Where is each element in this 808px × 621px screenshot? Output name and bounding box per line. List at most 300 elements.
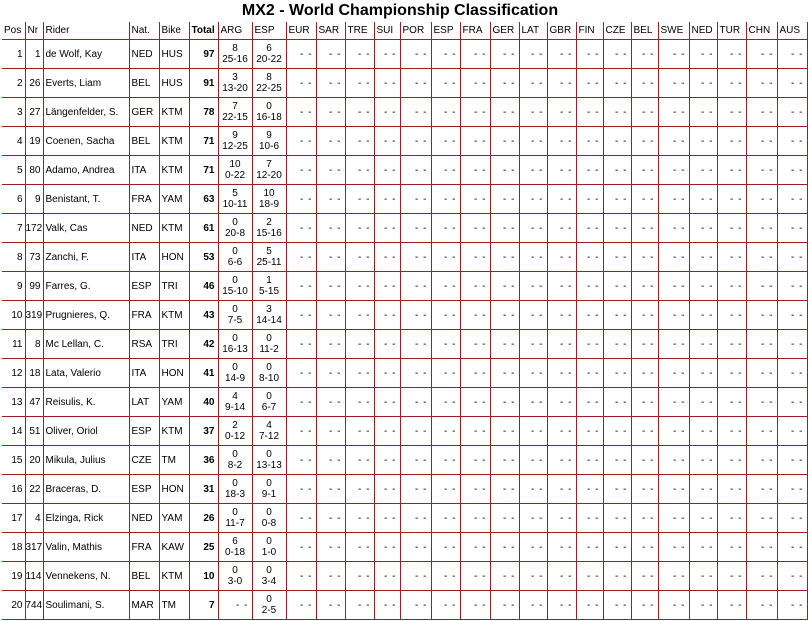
cell-round-empty: - - xyxy=(374,69,400,98)
cell-round-empty: - - xyxy=(316,185,345,214)
cell-round-empty: - - xyxy=(345,562,374,591)
cell-round-empty: - - xyxy=(631,359,658,388)
cell-round-empty: - - xyxy=(631,533,658,562)
cell-round-empty: - - xyxy=(519,185,547,214)
heat-results: 18-3 xyxy=(224,489,245,500)
cell-round-empty: - - xyxy=(717,359,746,388)
cell-pos: 7 xyxy=(2,214,25,243)
cell-round-empty: - - xyxy=(345,504,374,533)
cell-round-empty: - - xyxy=(519,98,547,127)
heat-results: 0-8 xyxy=(261,518,277,529)
cell-bike: KTM xyxy=(159,214,189,243)
cell-total: 10 xyxy=(189,562,218,591)
cell-round-empty: - - xyxy=(345,533,374,562)
cell-bike: KTM xyxy=(159,301,189,330)
cell-round-empty: - - xyxy=(400,214,431,243)
cell-round-empty: - - xyxy=(400,359,431,388)
cell-round-empty: - - xyxy=(345,301,374,330)
cell-round-empty: - - xyxy=(519,475,547,504)
cell-round-empty: - - xyxy=(746,475,777,504)
round-points: 0 xyxy=(266,565,272,576)
cell-round-result xyxy=(218,388,252,417)
cell-round-empty: - - xyxy=(316,272,345,301)
cell-round-result xyxy=(252,214,286,243)
cell-bike: HON xyxy=(159,359,189,388)
cell-round-empty: - - xyxy=(717,69,746,98)
cell-bike: YAM xyxy=(159,185,189,214)
cell-round-empty: - - xyxy=(746,98,777,127)
cell-round-empty: - - xyxy=(519,40,547,69)
cell-round-empty: - - xyxy=(576,591,603,620)
heat-results: 3-4 xyxy=(261,576,277,587)
cell-round-empty: - - xyxy=(345,40,374,69)
round-points: 7 xyxy=(232,101,238,112)
cell-round-empty: - - xyxy=(490,127,519,156)
cell-total: 25 xyxy=(189,533,218,562)
cell-nr: 26 xyxy=(25,69,43,98)
cell-pos: 17 xyxy=(2,504,25,533)
cell-round-empty: - - xyxy=(490,388,519,417)
cell-round-empty: - - xyxy=(286,69,316,98)
header-round: NED xyxy=(689,22,717,40)
round-points: 0 xyxy=(232,304,238,315)
heat-results: 8-10 xyxy=(258,373,279,384)
cell-round-empty: - - xyxy=(374,417,400,446)
cell-round-empty: - - xyxy=(400,417,431,446)
cell-round-result xyxy=(252,562,286,591)
cell-total: 36 xyxy=(189,446,218,475)
table-row xyxy=(2,156,807,185)
cell-round-empty: - - xyxy=(547,475,576,504)
header-round: GER xyxy=(490,22,519,40)
table-row xyxy=(2,301,807,330)
cell-round-empty: - - xyxy=(777,243,807,272)
cell-round-result xyxy=(252,98,286,127)
cell-nat: GER xyxy=(129,98,159,127)
cell-round-empty: - - xyxy=(374,272,400,301)
cell-round-empty: - - xyxy=(689,127,717,156)
cell-round-result xyxy=(218,243,252,272)
cell-round-empty: - - xyxy=(431,504,460,533)
cell-round-empty: - - xyxy=(603,98,631,127)
header-round: ESP xyxy=(252,22,286,40)
cell-round-result xyxy=(252,40,286,69)
header-round: GBR xyxy=(547,22,576,40)
cell-round-empty: - - xyxy=(316,533,345,562)
cell-round-result xyxy=(218,156,252,185)
cell-pos: 13 xyxy=(2,388,25,417)
cell-round-empty: - - xyxy=(547,591,576,620)
cell-rider: Adamo, Andrea xyxy=(43,156,129,185)
cell-nr: 8 xyxy=(25,330,43,359)
cell-bike: HUS xyxy=(159,40,189,69)
cell-round-empty: - - xyxy=(316,127,345,156)
cell-round-empty: - - xyxy=(603,156,631,185)
cell-rider: Valk, Cas xyxy=(43,214,129,243)
round-points: 0 xyxy=(232,507,238,518)
cell-round-empty: - - xyxy=(431,417,460,446)
cell-round-empty: - - xyxy=(400,562,431,591)
cell-round-empty: - - xyxy=(374,127,400,156)
cell-total: 37 xyxy=(189,417,218,446)
round-points: 0 xyxy=(232,246,238,257)
cell-round-empty: - - xyxy=(631,156,658,185)
round-points: 4 xyxy=(232,391,238,402)
cell-round-empty: - - xyxy=(460,475,490,504)
cell-round-empty: - - xyxy=(689,185,717,214)
cell-round-result xyxy=(218,562,252,591)
cell-round-result xyxy=(218,446,252,475)
header-round: AUS xyxy=(777,22,807,40)
heat-results: 12-25 xyxy=(222,141,248,152)
cell-round-empty: - - xyxy=(689,591,717,620)
cell-round-empty: - - xyxy=(576,388,603,417)
cell-round-empty: - - xyxy=(345,475,374,504)
cell-round-empty: - - xyxy=(631,562,658,591)
heat-results: 1-0 xyxy=(261,547,277,558)
cell-round-empty: - - xyxy=(345,417,374,446)
cell-total: 40 xyxy=(189,388,218,417)
cell-nat: NED xyxy=(129,214,159,243)
cell-round-empty: - - xyxy=(777,127,807,156)
cell-round-empty: - - xyxy=(717,98,746,127)
cell-round-empty: - - xyxy=(658,359,689,388)
cell-round-result xyxy=(252,243,286,272)
cell-round-empty: - - xyxy=(631,591,658,620)
cell-round-empty: - - xyxy=(547,40,576,69)
cell-pos: 8 xyxy=(2,243,25,272)
table-row xyxy=(2,185,807,214)
cell-round-empty: - - xyxy=(631,388,658,417)
cell-round-empty: - - xyxy=(603,330,631,359)
cell-round-empty: - - xyxy=(547,127,576,156)
cell-round-empty: - - xyxy=(777,446,807,475)
header-nat: Nat. xyxy=(129,22,159,40)
page-title: MX2 - World Championship Classification xyxy=(241,2,559,19)
cell-bike: HON xyxy=(159,475,189,504)
heat-results: 5-15 xyxy=(258,286,279,297)
cell-total: 61 xyxy=(189,214,218,243)
cell-round-empty: - - xyxy=(519,417,547,446)
cell-round-empty: - - xyxy=(689,330,717,359)
round-points: 3 xyxy=(266,304,272,315)
cell-round-result xyxy=(218,272,252,301)
cell-nat: FRA xyxy=(129,185,159,214)
cell-round-empty: - - xyxy=(631,69,658,98)
header-round: EUR xyxy=(286,22,316,40)
cell-round-empty: - - xyxy=(400,475,431,504)
cell-round-empty: - - xyxy=(519,69,547,98)
cell-rider: Coenen, Sacha xyxy=(43,127,129,156)
cell-round-empty: - - xyxy=(400,185,431,214)
header-round: FRA xyxy=(460,22,490,40)
cell-bike: YAM xyxy=(159,388,189,417)
cell-round-empty: - - xyxy=(576,446,603,475)
cell-round-empty: - - xyxy=(777,388,807,417)
cell-round-empty: - - xyxy=(631,40,658,69)
cell-round-empty: - - xyxy=(345,156,374,185)
header-round: SWE xyxy=(658,22,689,40)
cell-round-empty: - - xyxy=(717,330,746,359)
cell-round-empty: - - xyxy=(490,243,519,272)
cell-round-empty: - - xyxy=(490,446,519,475)
table-row xyxy=(2,359,807,388)
cell-round-empty: - - xyxy=(374,185,400,214)
cell-pos: 20 xyxy=(2,591,25,620)
cell-round-empty: - - xyxy=(689,388,717,417)
cell-round-empty: - - xyxy=(490,69,519,98)
heat-results: 15-10 xyxy=(222,286,248,297)
round-points: 0 xyxy=(266,449,272,460)
cell-round-empty: - - xyxy=(631,475,658,504)
cell-round-empty: - - xyxy=(746,359,777,388)
heat-results: 0-12 xyxy=(224,431,245,442)
cell-round-empty: - - xyxy=(374,504,400,533)
table-row xyxy=(2,127,807,156)
cell-round-empty: - - xyxy=(603,446,631,475)
cell-round-empty: - - xyxy=(490,591,519,620)
cell-round-empty: - - xyxy=(746,562,777,591)
cell-round-empty: - - xyxy=(717,156,746,185)
round-points: 5 xyxy=(232,188,238,199)
cell-round-empty: - - xyxy=(603,591,631,620)
cell-round-empty: - - xyxy=(400,330,431,359)
cell-round-empty: - - xyxy=(460,591,490,620)
cell-round-empty: - - xyxy=(286,301,316,330)
cell-total: 53 xyxy=(189,243,218,272)
cell-bike: KTM xyxy=(159,562,189,591)
cell-round-empty: - - xyxy=(603,359,631,388)
heat-results: 13-20 xyxy=(222,83,248,94)
cell-round-empty: - - xyxy=(547,504,576,533)
cell-round-empty: - - xyxy=(717,504,746,533)
cell-total: 63 xyxy=(189,185,218,214)
cell-nr: 319 xyxy=(25,301,43,330)
header-round: FIN xyxy=(576,22,603,40)
cell-round-empty: - - xyxy=(286,214,316,243)
cell-round-empty: - - xyxy=(717,388,746,417)
cell-round-empty: - - xyxy=(547,98,576,127)
round-points: 3 xyxy=(232,72,238,83)
cell-round-empty: - - xyxy=(374,446,400,475)
cell-round-empty: - - xyxy=(547,185,576,214)
cell-round-empty: - - xyxy=(603,185,631,214)
cell-round-empty: - - xyxy=(603,388,631,417)
cell-round-empty: - - xyxy=(547,156,576,185)
cell-round-empty: - - xyxy=(374,156,400,185)
cell-round-empty: - - xyxy=(460,98,490,127)
cell-pos: 1 xyxy=(2,40,25,69)
cell-total: 78 xyxy=(189,98,218,127)
cell-round-empty: - - xyxy=(717,475,746,504)
cell-nr: 18 xyxy=(25,359,43,388)
cell-nat: ITA xyxy=(129,156,159,185)
cell-round-empty: - - xyxy=(777,533,807,562)
cell-round-empty: - - xyxy=(460,388,490,417)
header-round: SUI xyxy=(374,22,400,40)
heat-results: 8-2 xyxy=(227,460,243,471)
round-points: 0 xyxy=(232,275,238,286)
cell-round-empty: - - xyxy=(431,388,460,417)
cell-round-empty: - - xyxy=(316,98,345,127)
cell-round-empty: - - xyxy=(777,591,807,620)
cell-round-result xyxy=(252,388,286,417)
cell-total: 91 xyxy=(189,69,218,98)
cell-total: 31 xyxy=(189,475,218,504)
heat-results: 16-13 xyxy=(222,344,248,355)
header-round: BEL xyxy=(631,22,658,40)
cell-round-empty: - - xyxy=(658,446,689,475)
cell-round-empty: - - xyxy=(603,214,631,243)
header-round: LAT xyxy=(519,22,547,40)
cell-round-empty: - - xyxy=(431,475,460,504)
cell-round-empty: - - xyxy=(689,40,717,69)
cell-round-empty: - - xyxy=(286,243,316,272)
cell-round-empty: - - xyxy=(658,301,689,330)
cell-round-empty: - - xyxy=(717,301,746,330)
cell-round-empty: - - xyxy=(631,98,658,127)
cell-round-empty: - - xyxy=(603,504,631,533)
cell-round-empty: - - xyxy=(400,156,431,185)
cell-round-empty: - - xyxy=(631,301,658,330)
cell-total: 41 xyxy=(189,359,218,388)
cell-rider: Farres, G. xyxy=(43,272,129,301)
cell-round-empty: - - xyxy=(316,446,345,475)
cell-nr: 27 xyxy=(25,98,43,127)
cell-round-empty: - - xyxy=(777,504,807,533)
cell-round-result xyxy=(218,301,252,330)
cell-rider: Benistant, T. xyxy=(43,185,129,214)
cell-round-empty: - - xyxy=(431,359,460,388)
cell-round-empty: - - xyxy=(490,475,519,504)
cell-round-result xyxy=(252,272,286,301)
cell-round-empty: - - xyxy=(746,330,777,359)
cell-round-result xyxy=(252,591,286,620)
cell-round-result xyxy=(218,330,252,359)
cell-round-empty: - - xyxy=(746,533,777,562)
cell-round-result xyxy=(252,185,286,214)
cell-round-empty: - - xyxy=(286,185,316,214)
round-points: 0 xyxy=(232,333,238,344)
cell-bike: TRI xyxy=(159,330,189,359)
cell-round-empty: - - xyxy=(547,301,576,330)
cell-round-empty: - - xyxy=(460,214,490,243)
cell-round-empty: - - xyxy=(746,156,777,185)
cell-round-empty: - - xyxy=(400,243,431,272)
cell-round-empty: - - xyxy=(777,40,807,69)
cell-round-empty: - - xyxy=(431,301,460,330)
cell-pos: 5 xyxy=(2,156,25,185)
cell-pos: 14 xyxy=(2,417,25,446)
cell-nat: CZE xyxy=(129,446,159,475)
cell-round-empty: - - xyxy=(519,330,547,359)
cell-round-empty: - - xyxy=(316,330,345,359)
cell-round-result xyxy=(218,533,252,562)
cell-round-empty: - - xyxy=(603,69,631,98)
cell-round-empty: - - xyxy=(658,272,689,301)
heat-results: 12-20 xyxy=(256,170,282,181)
table-row xyxy=(2,69,807,98)
cell-nr: 1 xyxy=(25,40,43,69)
round-points: 0 xyxy=(232,565,238,576)
cell-round-empty: - - xyxy=(316,504,345,533)
cell-round-empty: - - xyxy=(547,562,576,591)
heat-results: 0-18 xyxy=(224,547,245,558)
cell-round-empty: - - xyxy=(431,69,460,98)
cell-nr: 80 xyxy=(25,156,43,185)
heat-results: 15-16 xyxy=(256,228,282,239)
cell-round-result xyxy=(218,40,252,69)
cell-round-empty: - - xyxy=(689,504,717,533)
cell-round-empty: - - xyxy=(658,417,689,446)
round-points: 0 xyxy=(266,594,272,605)
cell-nr: 172 xyxy=(25,214,43,243)
cell-round-empty: - - xyxy=(345,127,374,156)
cell-round-empty: - - xyxy=(286,388,316,417)
cell-round-empty: - - xyxy=(519,214,547,243)
round-points: 2 xyxy=(266,217,272,228)
cell-rider: Everts, Liam xyxy=(43,69,129,98)
cell-round-empty: - - xyxy=(519,301,547,330)
cell-round-empty: - - xyxy=(603,475,631,504)
cell-round-empty: - - xyxy=(547,446,576,475)
cell-round-empty: - - xyxy=(286,475,316,504)
cell-round-empty: - - xyxy=(374,591,400,620)
header-round: SAR xyxy=(316,22,345,40)
cell-nat: ESP xyxy=(129,272,159,301)
cell-round-result xyxy=(252,127,286,156)
cell-round-empty: - - xyxy=(717,562,746,591)
cell-round-empty: - - xyxy=(460,562,490,591)
cell-round-empty: - - xyxy=(689,475,717,504)
header-pos: Pos xyxy=(2,22,25,40)
cell-round-result xyxy=(252,533,286,562)
cell-total: 42 xyxy=(189,330,218,359)
cell-round-empty: - - xyxy=(689,272,717,301)
cell-bike: KTM xyxy=(159,98,189,127)
cell-bike: KTM xyxy=(159,156,189,185)
cell-nat: FRA xyxy=(129,533,159,562)
cell-round-empty: - - xyxy=(286,359,316,388)
cell-round-empty: - - xyxy=(286,98,316,127)
cell-round-empty: - - xyxy=(316,359,345,388)
cell-round-empty: - - xyxy=(746,446,777,475)
cell-round-empty: - - xyxy=(658,504,689,533)
cell-round-empty: - - xyxy=(374,214,400,243)
cell-round-result xyxy=(218,127,252,156)
cell-round-empty: - - xyxy=(658,388,689,417)
round-points: 2 xyxy=(232,420,238,431)
header-round: CZE xyxy=(603,22,631,40)
cell-round-empty: - - xyxy=(490,562,519,591)
cell-nr: 20 xyxy=(25,446,43,475)
cell-round-empty: - - xyxy=(746,243,777,272)
cell-round-empty: - - xyxy=(547,243,576,272)
cell-nat: ESP xyxy=(129,475,159,504)
cell-round-empty: - - xyxy=(717,185,746,214)
cell-bike: KAW xyxy=(159,533,189,562)
cell-round-empty: - - xyxy=(777,272,807,301)
cell-round-empty: - - xyxy=(431,591,460,620)
cell-bike: HUS xyxy=(159,69,189,98)
cell-round-empty: - - xyxy=(431,185,460,214)
cell-round-empty: - - xyxy=(576,301,603,330)
cell-round-empty: - - xyxy=(374,359,400,388)
cell-rider: Soulimani, S. xyxy=(43,591,129,620)
cell-round-result xyxy=(252,475,286,504)
round-points: 5 xyxy=(266,246,272,257)
cell-total: 71 xyxy=(189,156,218,185)
